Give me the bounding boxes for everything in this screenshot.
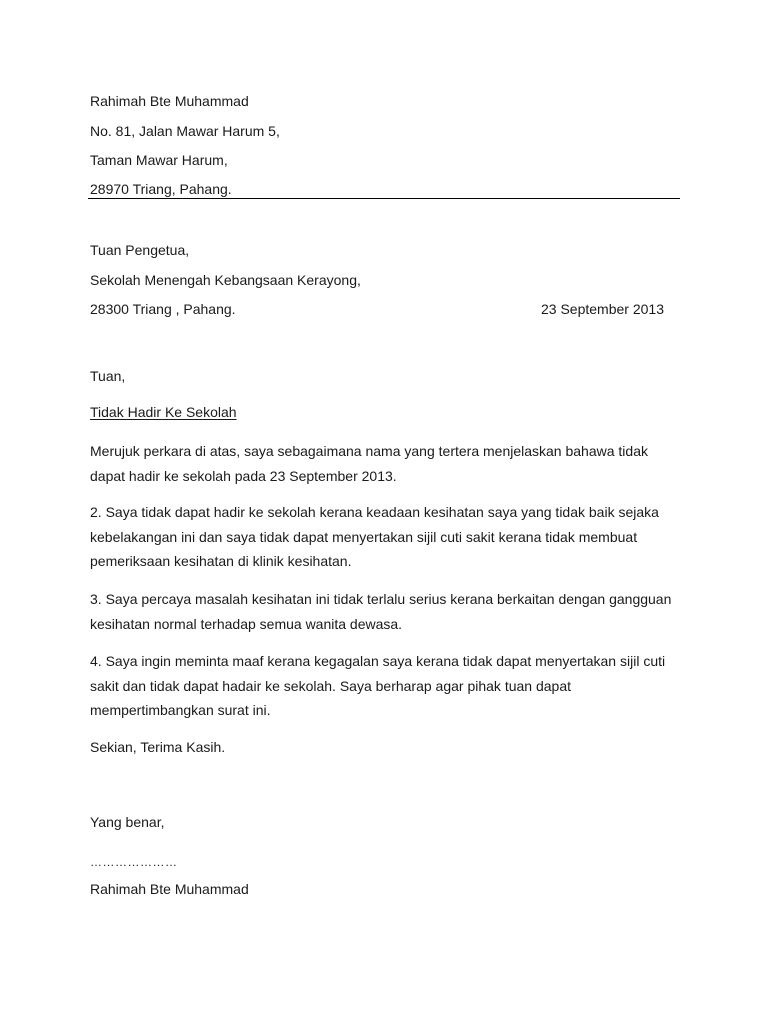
subject-heading: Tidak Hadir Ke Sekolah xyxy=(90,404,237,420)
paragraph-line: kebelakangan ini dan saya tidak dapat menyertakan sijil cuti sakit kerana tidak membuat xyxy=(90,528,638,545)
sender-address-line-2: Taman Mawar Harum, xyxy=(90,152,228,168)
signature-line: ………………… xyxy=(90,855,178,869)
body-paragraph-1 xyxy=(90,439,680,488)
body-paragraph-4 xyxy=(90,649,680,723)
recipient-address: 28300 Triang , Pahang. xyxy=(90,301,236,317)
recipient-title: Tuan Pengetua, xyxy=(90,242,190,258)
paragraph-line: 2. Saya tidak dapat hadir ke sekolah kerana keadaan kesihatan saya yang tidak baik sejaka xyxy=(90,504,659,520)
body-paragraph-2 xyxy=(90,500,680,574)
letterhead-divider xyxy=(88,198,680,199)
closing: Sekian, Terima Kasih. xyxy=(90,739,226,755)
paragraph-line: pemeriksaan kesihatan di klinik kesihatan. xyxy=(90,553,352,569)
signatory-name: Rahimah Bte Muhammad xyxy=(90,881,249,897)
sender-name: Rahimah Bte Muhammad xyxy=(90,93,249,109)
paragraph-line: 4. Saya ingin meminta maaf kerana kegagalan saya kerana tidak dapat menyertakan sijil cuti xyxy=(90,653,666,669)
sender-address-line-1: No. 81, Jalan Mawar Harum 5, xyxy=(90,123,280,139)
paragraph-line: Merujuk perkara di atas, saya sebagaimana nama yang tertera menjelaskan bahawa tidak xyxy=(90,443,648,459)
sender-address-line-3: 28970 Triang, Pahang. xyxy=(90,181,232,197)
salutation: Tuan, xyxy=(90,368,126,384)
sign-off: Yang benar, xyxy=(90,814,165,830)
body-paragraph-3 xyxy=(90,587,680,636)
paragraph-line: mempertimbangkan surat ini. xyxy=(90,702,271,718)
paragraph-line: 3. Saya percaya masalah kesihatan ini tidak terlalu serius kerana berkaitan dengan gangguan xyxy=(90,591,672,607)
paragraph-line: dapat hadir ke sekolah pada 23 September 2013. xyxy=(90,467,397,484)
paragraph-line: kesihatan normal terhadap semua wanita dewasa. xyxy=(90,615,403,632)
letter-date: 23 September 2013 xyxy=(541,301,664,317)
recipient-school: Sekolah Menengah Kebangsaan Kerayong, xyxy=(90,272,361,288)
paragraph-line: sakit dan tidak dapat hadair ke sekolah. Saya berharap agar pihak tuan dapat xyxy=(90,677,571,694)
